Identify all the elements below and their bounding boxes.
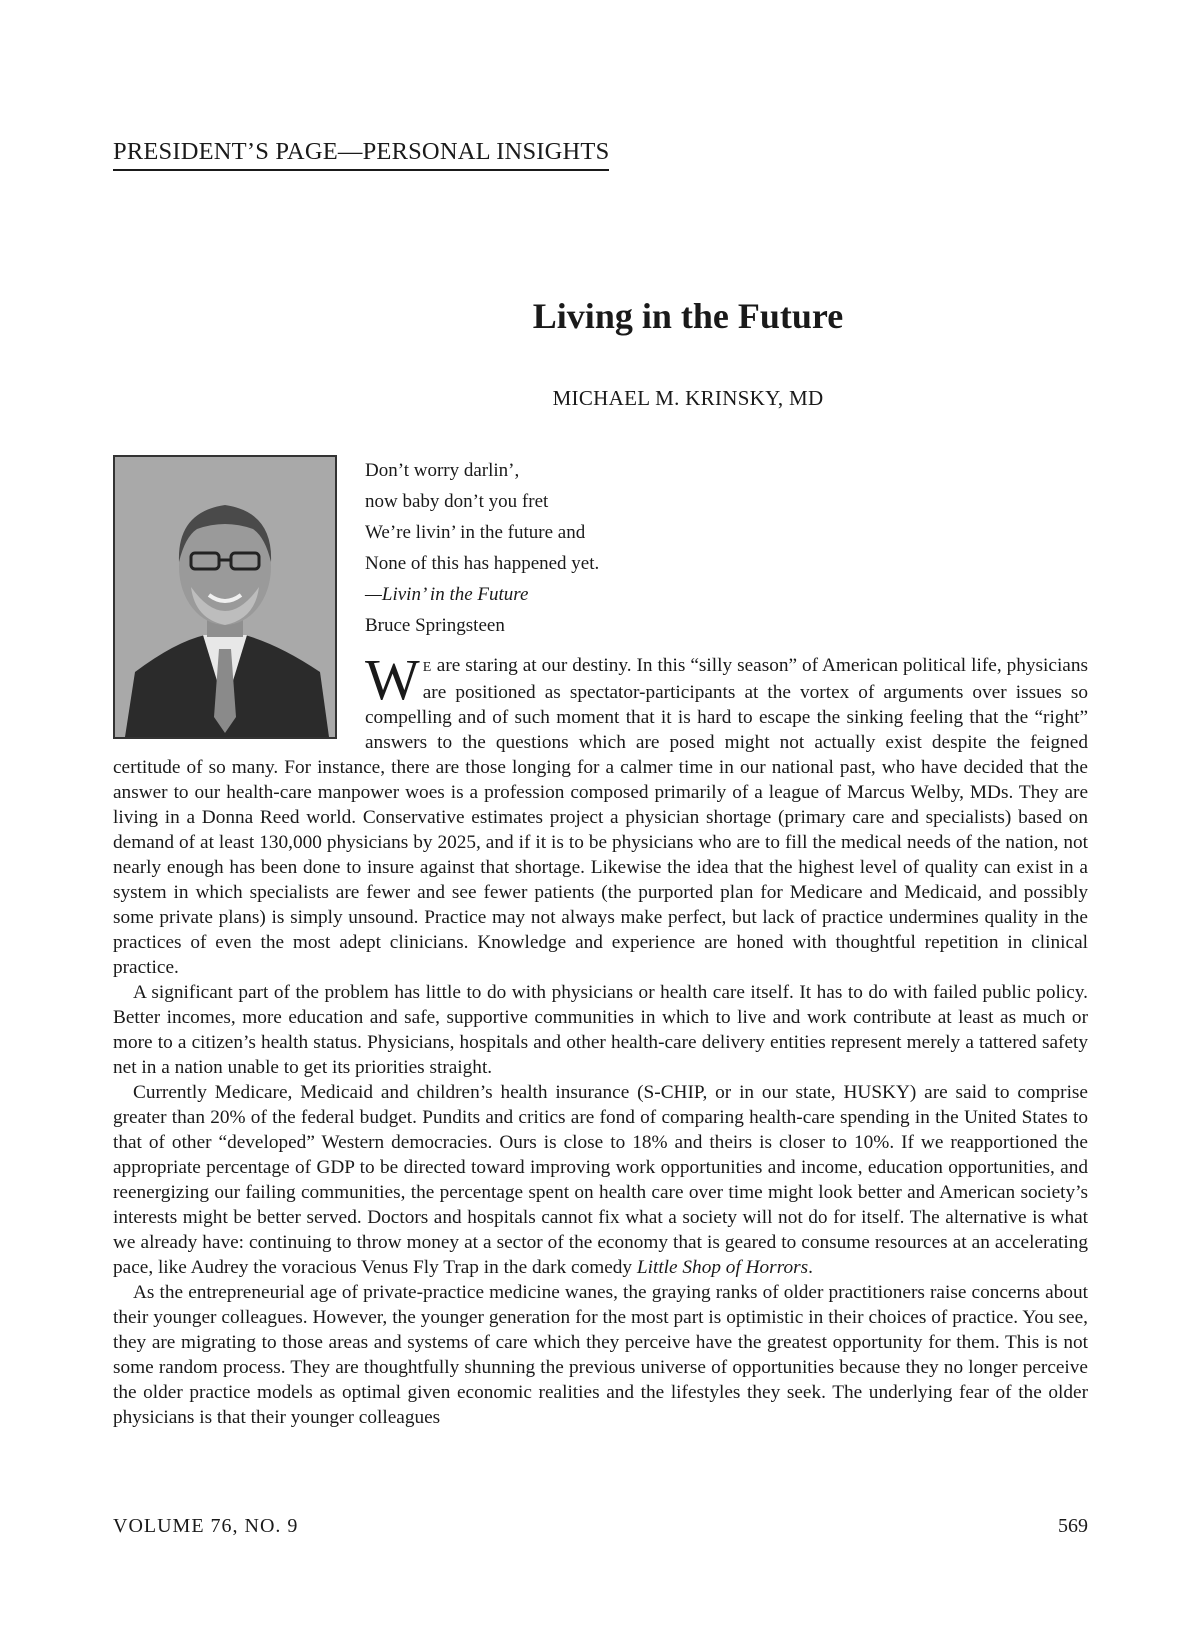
article-text [113,647,1088,1430]
author-photo [113,455,337,739]
article-title: Living in the Future [532,296,844,336]
epigraph-line: now baby don’t you fret [365,491,549,512]
article-author: MICHAEL M. KRINSKY, MD [552,386,824,410]
paragraph-2: A significant part of the problem has little to do with physicians or health care itself. It has to do with failed public policy. Better incomes, more education and safe, supportive communities in which to live and work contribute at least as much or more to a citizen’s health status. Physicians, hospitals and other health-care delivery entities represent merely a tattered safety net in a nation unable to get its priorities straight. [113,982,1088,1078]
epigraph-line: We’re livin’ in the future and [365,522,586,543]
epigraph-line: Don’t worry darlin’, [365,460,520,481]
small-cap: E [422,660,432,675]
paragraph-3 [113,1080,1088,1280]
drop-cap: W [365,647,420,712]
paragraph-4: As the entrepreneurial age of private-practice medicine wanes, the graying ranks of older practitioners raise concerns about their younger colleagues. However, the younger generation for the most part is optimistic in their choices of practice. You see, they are migrating to those areas and systems of care which they perceive have the greatest opportunity for them. This is not some random process. They are thoughtfully shunning the previous universe of opportunities because they no longer perceive the older practice models as optimal given economic realities and the lifestyles they seek. The underlying fear of the older physicians is that their younger colleagues [113,1282,1088,1428]
film-title: Little Shop of Horrors [636,1257,809,1278]
page-number: 569 [1058,1515,1088,1537]
epigraph-line: None of this has happened yet. [365,553,600,574]
epigraph-source: —Livin’ in the Future [365,584,529,605]
article-body [113,455,1088,1430]
epigraph-artist: Bruce Springsteen [365,615,505,636]
volume-label: VOLUME 76, NO. 9 [113,1515,299,1537]
paragraph-3-text: Currently Medicare, Medicaid and children’s health insurance (S-CHIP, or in our state, HUSKY) are said to comprise greater than 20% of the federal budget. Pundits and critics are fond of comparing health-care spending in the United States to that of other “developed” Western democracies. Ours is close to 18% and theirs is closer to 10%. If we reapportioned the appropriate percentage of GDP to be directed toward improving work opportunities and income, education opportunities, and reenergizing our failing communities, the percentage spent on health care over time might look better and American society’s interests might be better served. Doctors and hospitals cannot fix what a society will not do for itself. The alternative is what we already have: continuing to throw money at a sector of the economy that is geared to consume resources at an accelerating pace, like Audrey the voracious Venus Fly Trap in the dark comedy [113,1082,1088,1278]
paragraph-3-end: . [808,1257,813,1278]
paragraph-1-text: are staring at our destiny. In this “silly season” of American political life, physicians are positioned as spectator-participants at the vortex of arguments over issues so compelling and of such moment that it is hard to escape the sinking feeling that the “right” answers to the questions which are posed might not actually exist despite the feigned certitude of so many. For instance, there are those longing for a calmer time in our national past, who have decided that the answer to our health-care manpower woes is a profession composed primarily of a league of Marcus Welby, MDs. They are living in a Donna Reed world. Conservative estimates project a physician shortage (primary care and specialists) based on demand of at least 130,000 physicians by 2025, and if it is to be physicians who are to fill the medical needs of the nation, not nearly enough has been done to insure against that shortage. Likewise the idea that the highest level of quality can exist in a system in which specialists are fewer and see fewer patients (the purported plan for Medicare and Medicaid, and possibly some private plans) is simply unsound. Practice may not always make perfect, but lack of practice undermines quality in the practices of even the most adept clinicians. Knowledge and experience are honed with thoughtful repetition in clinical practice. [113,655,1088,978]
section-header: PRESIDENT’S PAGE—PERSONAL INSIGHTS [113,140,609,171]
